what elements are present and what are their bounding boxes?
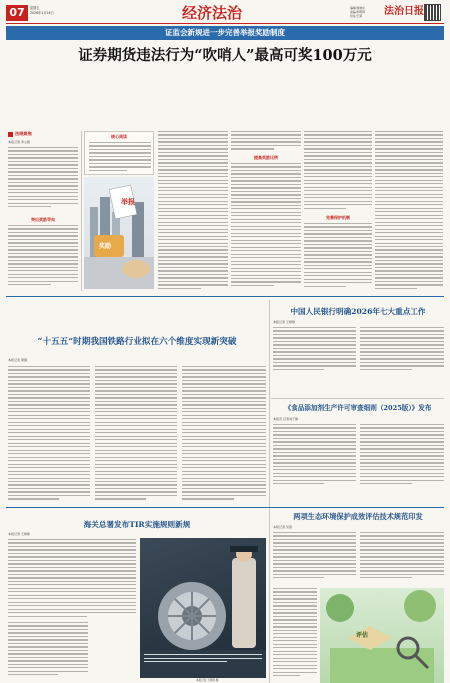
core-reading-title: 核心阅读 bbox=[111, 134, 127, 139]
designer-line: 美编/李明辉 bbox=[350, 10, 365, 14]
article1-col5-text-a bbox=[304, 131, 372, 211]
article1-subhead-2: 提高奖励比例 bbox=[254, 155, 278, 160]
editor-credits bbox=[350, 6, 365, 18]
article6-col1-text bbox=[8, 539, 136, 619]
article5-col1-text-b bbox=[273, 588, 317, 683]
section-divider-2 bbox=[271, 398, 444, 399]
article1-col4-text-a bbox=[231, 131, 301, 153]
article2-col1-text bbox=[8, 366, 90, 504]
proofreader-line: 校对/王婷 bbox=[350, 14, 363, 18]
article6-headline: 海关总署发布TIR实施规则新规 bbox=[83, 520, 191, 529]
article2-headline: “十五五”时期我国铁路行业拟在六个维度实现新突破 bbox=[37, 337, 237, 347]
evaluation-illustration bbox=[320, 588, 444, 683]
article3-col1-text bbox=[273, 327, 356, 373]
photo-caption-lines bbox=[144, 654, 262, 662]
main-headline: 证券期货违法行为“吹哨人”最高可奖100万元 bbox=[78, 47, 372, 64]
section-divider-1 bbox=[6, 296, 444, 297]
article1-col6-text bbox=[375, 131, 443, 291]
column-label-icon bbox=[8, 132, 13, 137]
article6-byline: 本报记者 王婷婷 bbox=[8, 532, 30, 536]
article1-col3-text bbox=[158, 131, 228, 291]
article1-col1-text-2 bbox=[8, 225, 78, 291]
article3-byline: 本报记者 王婷婷 bbox=[273, 320, 295, 324]
article4-col2-text bbox=[360, 424, 444, 490]
article1-subhead-3: 完善保护机制 bbox=[326, 215, 350, 220]
article1-col1-text bbox=[8, 147, 78, 213]
core-reading-text bbox=[89, 142, 151, 174]
article5-col2-text bbox=[360, 532, 444, 584]
article5-byline: 本报记者 吴蓓 bbox=[273, 525, 292, 529]
article6-col1-text-b bbox=[8, 622, 88, 680]
article4-headline: 《食品添加剂生产许可审查细则（2025版）》发布 bbox=[284, 404, 432, 412]
article5-headline: 两项生态环境保护成效评估技术规范印发 bbox=[293, 512, 423, 521]
weekday: 星期五 bbox=[30, 6, 40, 10]
article3-col2-text bbox=[360, 327, 444, 373]
kicker-text: 证监会新规进一步完善举报奖励制度 bbox=[165, 28, 285, 37]
article4-byline: 本报讯 记者刘子健 bbox=[273, 417, 298, 421]
kicker-band bbox=[6, 26, 444, 40]
column-label-text: 法眼聚焦 bbox=[15, 131, 32, 136]
masthead-rule bbox=[6, 23, 444, 24]
column-label bbox=[8, 131, 32, 137]
buildings-icon bbox=[84, 177, 154, 289]
photo-credit: 本报记者 王婷婷 摄 bbox=[196, 679, 219, 682]
customs-photo bbox=[140, 538, 266, 678]
section-title: 经济法治 bbox=[182, 4, 243, 22]
article5-col1-text bbox=[273, 532, 356, 584]
evaluation-label: 评估 bbox=[356, 632, 369, 639]
article2-col2-text bbox=[95, 366, 177, 504]
article1-subhead-1: 突出奖励导向 bbox=[31, 217, 55, 222]
nature-scene-icon bbox=[320, 588, 444, 683]
date: 2026年1月16日 bbox=[30, 10, 54, 15]
qr-code-icon bbox=[424, 4, 441, 21]
article4-col1-text bbox=[273, 424, 356, 490]
article1-col5-text-b bbox=[304, 223, 372, 291]
article2-col3-text bbox=[182, 366, 266, 504]
whistleblower-illustration bbox=[84, 177, 154, 289]
core-reading-box bbox=[84, 131, 154, 175]
report-label: 举报 bbox=[121, 198, 135, 206]
article3-headline: 中国人民银行明确2026年七大重点工作 bbox=[290, 307, 426, 316]
paper-name: 法治日报 bbox=[384, 6, 424, 17]
col-divider bbox=[81, 131, 82, 291]
reward-label: 奖励 bbox=[99, 243, 112, 250]
page-number-block bbox=[6, 5, 28, 21]
article1-byline: 本报记者 李立娟 bbox=[8, 140, 30, 144]
page-number: 07 bbox=[9, 6, 25, 19]
section-divider-3 bbox=[6, 507, 444, 508]
issue-date bbox=[30, 6, 54, 15]
middle-divider bbox=[269, 300, 270, 683]
article2-byline: 本报记者 周围 bbox=[8, 358, 27, 362]
article1-col4-text-b bbox=[231, 163, 301, 291]
editor-line: 编辑/徐晓东 bbox=[350, 6, 365, 10]
